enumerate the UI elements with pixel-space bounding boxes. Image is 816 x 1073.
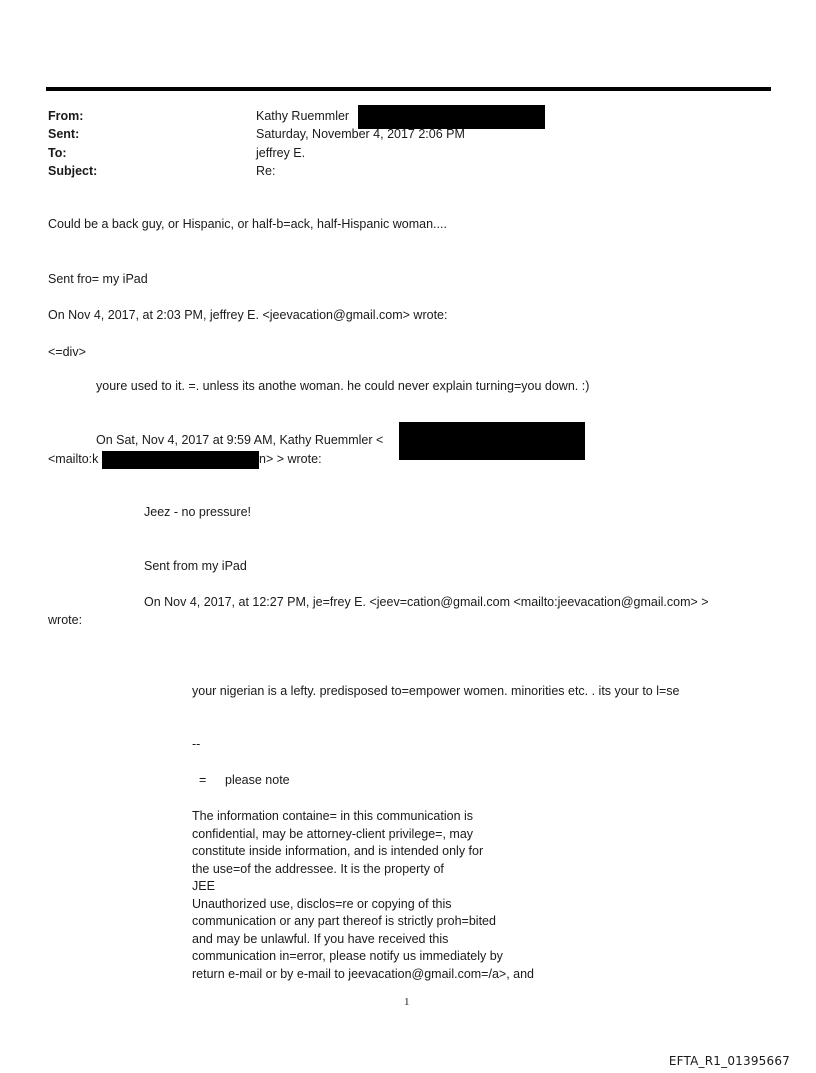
- body-line: Jeez - no pressure!: [144, 505, 251, 519]
- disclaimer: [192, 808, 534, 983]
- page-number: 1: [404, 996, 410, 1008]
- body-line: please note: [225, 773, 290, 787]
- body-line: On Nov 4, 2017, at 2:03 PM, jeffrey E. <jeevacation@gmail.com> wrote:: [48, 308, 448, 322]
- body-line: =: [199, 773, 207, 787]
- body-line: youre used to it. =. unless its anothe woman. he could never explain turning=you down. :): [96, 379, 590, 393]
- header-rule: [46, 87, 771, 91]
- body-line: <mailto:k: [48, 452, 99, 466]
- body-line: Sent from my iPad: [144, 559, 247, 573]
- document-id: EFTA_R1_01395667: [668, 1054, 790, 1068]
- body-line: Could be a back guy, or Hispanic, or half-b=ack, half-Hispanic woman....: [48, 217, 447, 231]
- from-label: From:: [48, 109, 84, 123]
- body-line: n> > wrote:: [259, 452, 322, 466]
- disclaimer-line: communication or any part thereof is strictly proh=bited: [192, 914, 496, 928]
- redaction-box: [399, 422, 585, 460]
- subject-label: Subject:: [48, 164, 98, 178]
- body-line: <=div>: [48, 345, 86, 359]
- redaction-box: [102, 451, 259, 469]
- disclaimer-line: constitute inside information, and is intended only for: [192, 844, 484, 858]
- body-line: On Nov 4, 2017, at 12:27 PM, je=frey E. <jeev=cation@gmail.com <mailto:jeevacation@gmail.com> >: [144, 595, 709, 609]
- disclaimer-line: and may be unlawful. If you have received this: [192, 931, 449, 946]
- body-line: your nigerian is a lefty. predisposed to=empower women. minorities etc. . its your to l=se: [192, 684, 680, 698]
- disclaimer-line: the use=of the addressee. It is the property of: [192, 861, 444, 876]
- to-label: To:: [48, 146, 67, 160]
- disclaimer-line: Unauthorized use, disclos=re or copying of this: [192, 896, 452, 911]
- disclaimer-line: return e-mail or by e-mail to jeevacation@gmail.com=/a>, and: [192, 966, 535, 981]
- disclaimer-line: communication in=error, please notify us immediately by: [192, 949, 503, 963]
- body-line: Sent fro= my iPad: [48, 272, 148, 286]
- sent-value: Saturday, November 4, 2017 2:06 PM: [256, 127, 465, 141]
- subject-value: Re:: [256, 164, 276, 178]
- disclaimer-line: JEE: [192, 879, 215, 893]
- body-line: wrote:: [48, 613, 83, 627]
- disclaimer-line: confidential, may be attorney-client privilege=, may: [192, 826, 474, 841]
- body-line: --: [192, 737, 201, 751]
- disclaimer-line: The information containe= in this communication is: [192, 809, 474, 823]
- from-value: Kathy Ruemmler: [256, 109, 350, 123]
- body-line: On Sat, Nov 4, 2017 at 9:59 AM, Kathy Ruemmler <: [96, 433, 384, 447]
- to-value: jeffrey E.: [256, 146, 306, 160]
- sent-label: Sent:: [48, 127, 80, 141]
